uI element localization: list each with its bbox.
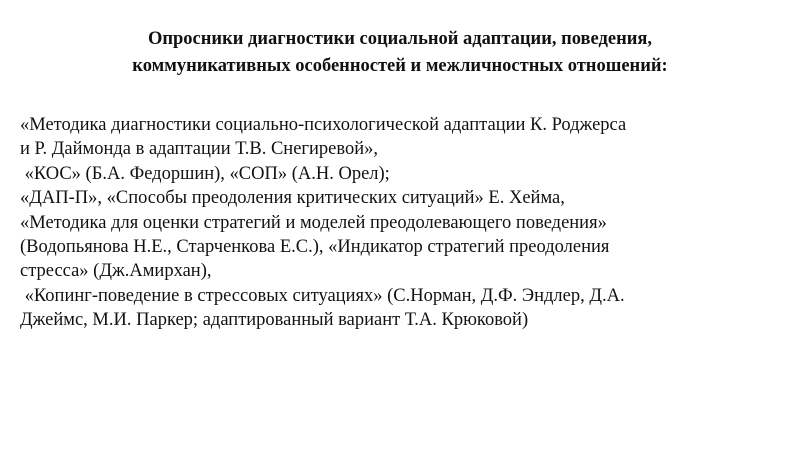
body-line-2: и Р. Даймонда в адаптации Т.В. Снегиревой», bbox=[20, 139, 378, 160]
title-line-2: коммуникативных особенностей и межличностных отношений: bbox=[132, 56, 668, 76]
body-line-6: (Водопьянова Н.Е., Старченкова Е.С.), «Индикатор стратегий преодоления bbox=[20, 237, 610, 258]
body-line-5: «Методика для оценки стратегий и моделей преодолевающего поведения» bbox=[20, 212, 607, 233]
body-line-7: стресса» (Дж.Амирхан), bbox=[20, 261, 212, 282]
body-line-1: «Методика диагностики социально-психологической адаптации К. Роджерса bbox=[20, 115, 627, 135]
slide-title bbox=[40, 26, 760, 80]
body-line-4: «ДАП-П», «Способы преодоления критических ситуаций» Е. Хейма, bbox=[20, 188, 565, 209]
body-line-3: «КОС» (Б.А. Федоршин), «СОП» (А.Н. Орел); bbox=[20, 163, 390, 184]
slide-body-text bbox=[20, 113, 790, 333]
body-line-8: «Копинг-поведение в стрессовых ситуациях» (С.Норман, Д.Ф. Эндлер, Д.А. bbox=[20, 285, 625, 306]
title-line-1: Опросники диагностики социальной адаптации, поведения, bbox=[147, 29, 653, 49]
body-line-9: Джеймс, М.И. Паркер; адаптированный вариант Т.А. Крюковой) bbox=[20, 310, 529, 331]
